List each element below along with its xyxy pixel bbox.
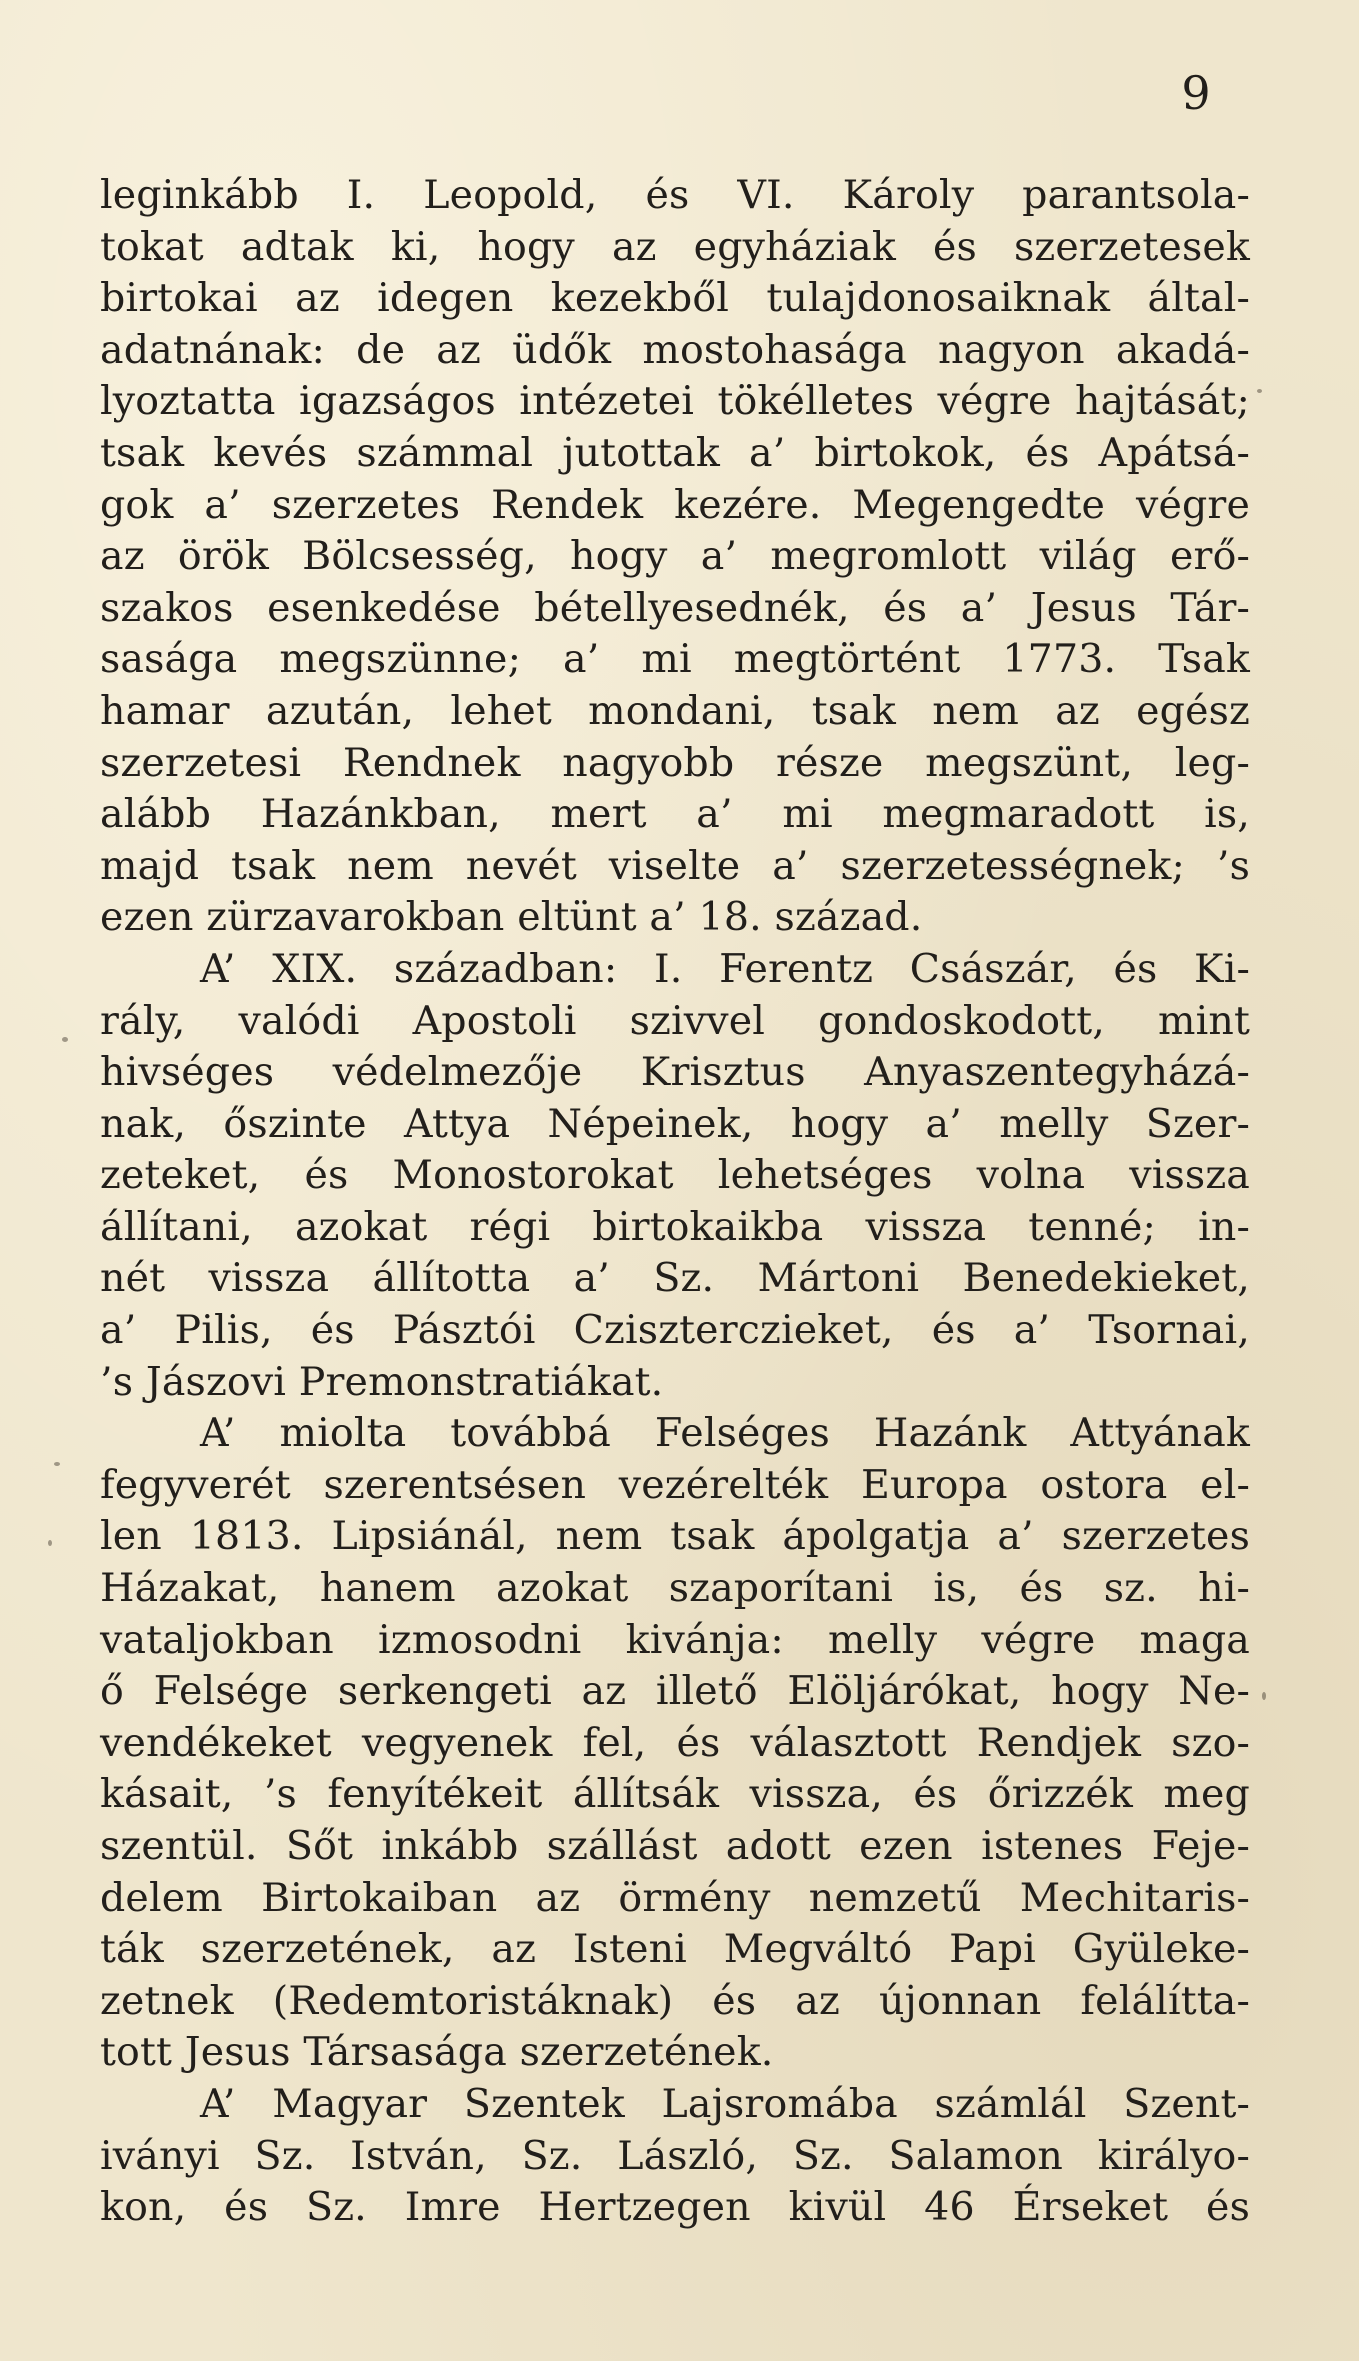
text-line: szakos esenkedése bétellyesednék, és a’ Jesus Tár- (100, 584, 1250, 631)
text-line: hivséges védelmezője Krisztus Anyaszentegyházá- (100, 1049, 1250, 1096)
text-line: A’ Magyar Szentek Lajsromába számlál Szent- (200, 2080, 1250, 2127)
text-line: Házakat, hanem azokat szaporítani is, és sz. hi- (100, 1565, 1250, 1612)
text-line: ő Felsége serkengeti az illető Elöljárókat, hogy Ne- (100, 1668, 1250, 1715)
text-line: delem Birtokaiban az örmény nemzetű Mechitaris- (100, 1874, 1250, 1921)
text-line: majd tsak nem nevét viselte a’ szerzetességnek; ’s (100, 842, 1250, 889)
paper-speck (54, 1462, 60, 1466)
text-line: birtokai az idegen kezekből tulajdonosaiknak által- (100, 275, 1250, 322)
text-line: adatnának: de az üdők mostohasága nagyon akadá- (100, 326, 1250, 373)
text-line: állítani, azokat régi birtokaikba vissza tenné; in- (100, 1203, 1250, 1250)
text-line: fegyverét szerentsésen vezérelték Europa ostora el- (100, 1461, 1250, 1508)
text-line: len 1813. Lipsiánál, nem tsak ápolgatja a’ szerzetes (100, 1513, 1250, 1560)
text-line: nak, őszinte Attya Népeinek, hogy a’ melly Szer- (100, 1100, 1250, 1147)
text-line: zeteket, és Monostorokat lehetséges volna vissza (100, 1152, 1250, 1199)
text-line: az örök Bölcsesség, hogy a’ megromlott világ erő- (100, 533, 1250, 580)
body-text (100, 170, 1250, 2234)
text-line: iványi Sz. István, Sz. László, Sz. Salamon királyo- (100, 2132, 1250, 2179)
text-line: ezen zürzavarokban eltünt a’ 18. század. (100, 894, 923, 941)
text-line: tsak kevés számmal jutottak a’ birtokok, és Apátsá- (100, 429, 1250, 476)
text-line: szentül. Sőt inkább szállást adott ezen istenes Feje- (100, 1823, 1250, 1869)
text-line: gok a’ szerzetes Rendek kezére. Megengedte végre (100, 481, 1250, 528)
paper-speck (1257, 389, 1262, 393)
text-line: tokat adtak ki, hogy az egyháziak és szerzetesek (100, 223, 1250, 270)
text-line: szerzetesi Rendnek nagyobb része megszünt, leg- (100, 739, 1250, 786)
text-line: tott Jesus Társasága szerzetének. (100, 2029, 774, 2076)
paper-speck (1262, 1692, 1266, 1700)
text-line: rály, valódi Apostoli szivvel gondoskodott, mint (100, 997, 1250, 1044)
text-line: ták szerzetének, az Isteni Megváltó Papi Gyüleke- (100, 1926, 1250, 1973)
paper-speck (62, 1037, 68, 1042)
text-line: vendékeket vegyenek fel, és választott Rendjek szo- (100, 1719, 1250, 1766)
text-line: A’ XIX. században: I. Ferentz Császár, és Ki- (200, 945, 1250, 992)
text-line: kon, és Sz. Imre Hertzegen kivül 46 Érseket és (100, 2184, 1250, 2231)
page-number: 9 (1181, 66, 1211, 120)
text-line: lyoztatta igazságos intézetei tökélletes végre hajtását; (100, 378, 1250, 425)
text-line: zetnek (Redemtoristáknak) és az újonnan felálítta- (100, 1977, 1250, 2024)
text-line: hamar azután, lehet mondani, tsak nem az egész (100, 687, 1250, 734)
text-line: kásait, ’s fenyítékeit állítsák vissza, és őrizzék meg (100, 1771, 1250, 1818)
text-line: nét vissza állította a’ Sz. Mártoni Benedekieket, (100, 1255, 1250, 1302)
text-line: a’ Pilis, és Pásztói Cziszterczieket, és a’ Tsornai, (100, 1307, 1250, 1354)
text-line: alább Hazánkban, mert a’ mi megmaradott is, (100, 791, 1250, 838)
text-line: A’ miolta továbbá Felséges Hazánk Attyának (200, 1410, 1250, 1457)
text-line: ’s Jászovi Premonstratiákat. (100, 1358, 664, 1405)
text-line: vataljokban izmosodni kivánja: melly végre maga (100, 1616, 1250, 1663)
paper-speck (48, 1540, 52, 1546)
text-line: sasága megszünne; a’ mi megtörtént 1773. Tsak (100, 636, 1250, 683)
text-line: leginkább I. Leopold, és VI. Károly parantsola- (100, 172, 1250, 218)
